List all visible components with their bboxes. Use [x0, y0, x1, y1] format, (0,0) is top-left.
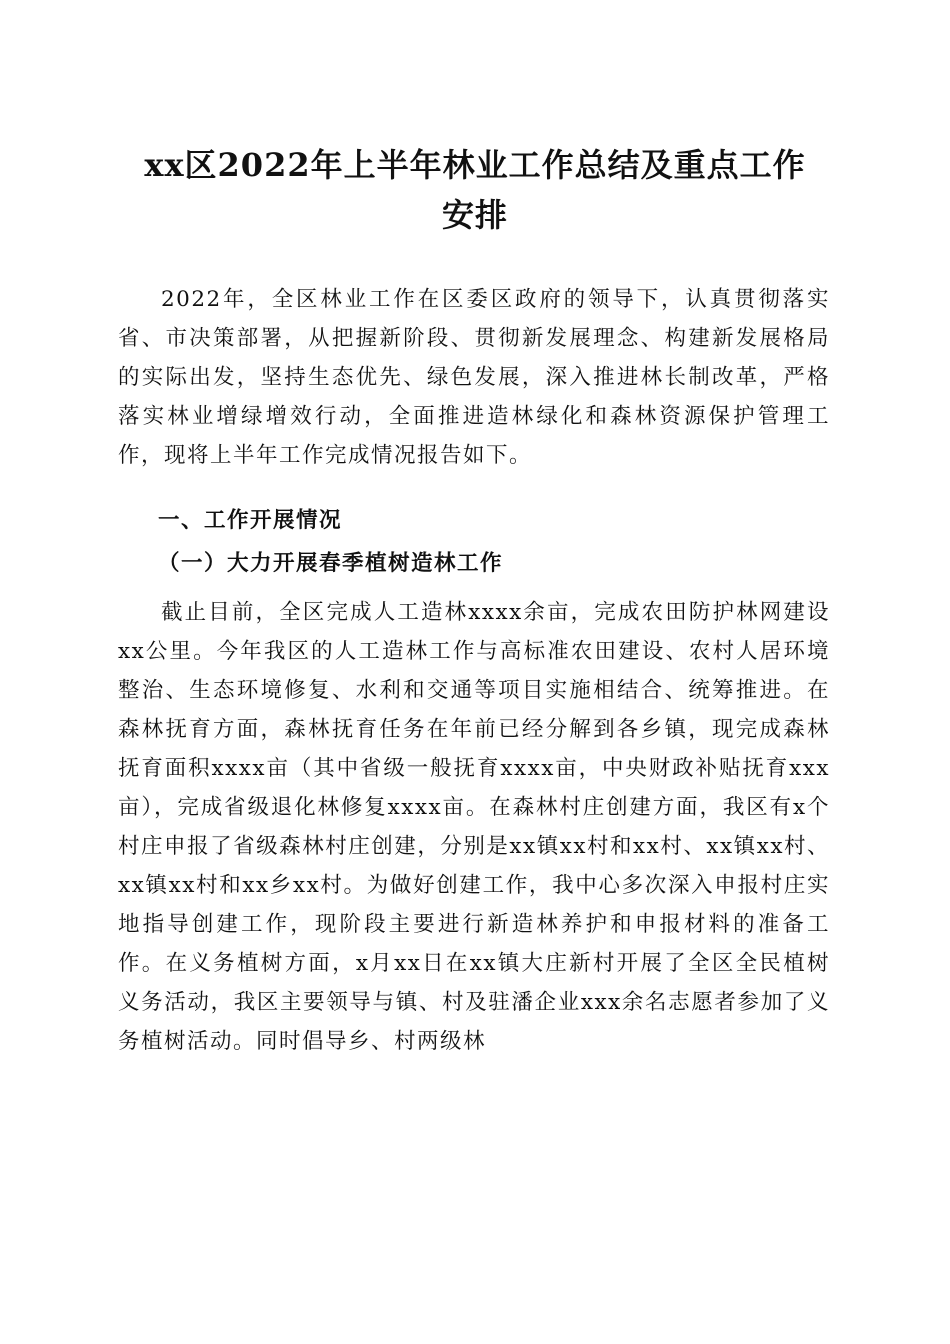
title-line-2: 安排	[441, 196, 508, 234]
document-title	[120, 140, 830, 240]
section-heading-work-progress: 一、工作开展情况	[158, 508, 343, 533]
subsection-heading-spring-planting: （一）大力开展春季植树造林工作	[158, 551, 504, 576]
title-line-1: xx区2022年上半年林业工作总结及重点工作	[144, 146, 806, 184]
planting-paragraph: 截止目前，全区完成人工造林xxxx余亩，完成农田防护林网建设xx公里。今年我区的人工造林工作与高标准农田建设、农村人居环境整治、生态环境修复、水利和交通等项目实施相结合、统筹推进。在森林抚育方面，森林抚育任务在年前已经分解到各乡镇，现完成森林抚育面积xxxx亩（其中省级一般抚育xxxx亩，中央财政补贴抚育xxx亩），完成省级退化林修复xxxx亩。在森林村庄创建方面，我区有x个村庄申报了省级森林村庄创建，分别是xx镇xx村和xx村、xx镇xx村、xx镇xx村和xx乡xx村。为做好创建工作，我中心多次深入申报村庄实地指导创建工作，现阶段主要进行新造林养护和申报材料的准备工作。在义务植树方面，x月xx日在xx镇大庄新村开展了全区全民植树义务活动，我区主要领导与镇、村及驻潘企业xxx余名志愿者参加了义务植树活动。同时倡导乡、村两级林	[118, 600, 830, 1054]
intro-paragraph: 2022年，全区林业工作在区委区政府的领导下，认真贯彻落实省、市决策部署，从把握新阶段、贯彻新发展理念、构建新发展格局的实际出发，坚持生态优先、绿色发展，深入推进林长制改革，严格落实林业增绿增效行动，全面推进造林绿化和森林资源保护管理工作，现将上半年工作完成情况报告如下。	[118, 287, 830, 468]
